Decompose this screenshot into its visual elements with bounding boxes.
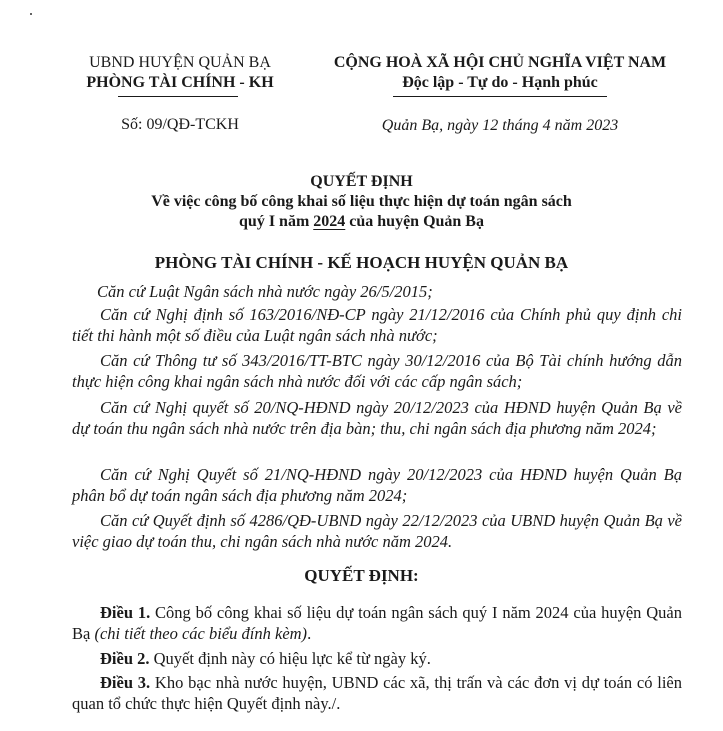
doc-number: Số: 09/QĐ-TCKH <box>121 116 239 133</box>
article-1-end: . <box>307 624 312 643</box>
nation-motto: Độc lập - Tự do - Hạnh phúc <box>402 74 598 91</box>
basis-4: Căn cứ Nghị quyết số 20/NQ-HĐND ngày 20/12/2023 của HĐND huyện Quản Bạ về dự toán thu ngân sách nhà nước trên địa bàn; thu, chi ngân sách địa phương năm 2024; <box>72 398 682 438</box>
place-date: Quản Bạ, ngày 12 tháng 4 năm 2023 <box>381 117 619 134</box>
article-3-label: Điều 3. <box>100 673 151 692</box>
article-3-text: Kho bạc nhà nước huyện, UBND các xã, thị trấn và các đơn vị dự toán có liên quan tổ chức thực hiện Quyết định này./. <box>72 673 682 713</box>
basis-6: Căn cứ Quyết định số 4286/QĐ-UBND ngày 22/12/2023 của UBND huyện Quản Bạ về việc giao dự toán thu, chi ngân sách nhà nước năm 2024. <box>72 511 682 551</box>
basis-2: Căn cứ Nghị định số 163/2016/NĐ-CP ngày 21/12/2016 của Chính phủ quy định chi tiết thi hành một số điều của Luật ngân sách nhà nước; <box>72 305 682 345</box>
subject-place: Quản Bạ <box>423 213 484 230</box>
nation-line-1: CỘNG HOÀ XÃ HỘI CHỦ NGHĨA VIỆT NAM <box>333 54 667 71</box>
doc-subject-line-1: Về việc công bố công khai số liệu thực hiện dự toán ngân sách <box>151 193 572 210</box>
scan-speck <box>30 13 32 15</box>
article-1-label: Điều 1. <box>100 603 151 622</box>
article-2-label: Điều 2. <box>100 649 150 668</box>
motto-underline <box>393 96 607 97</box>
article-1 <box>72 602 682 644</box>
doc-subject-line-2 <box>0 213 723 231</box>
doc-title: QUYẾT ĐỊNH <box>310 173 413 190</box>
decision-heading: QUYẾT ĐỊNH: <box>304 566 419 585</box>
article-1-note: (chi tiết theo các biểu đính kèm) <box>94 624 308 643</box>
org-line-1: UBND HUYỆN QUẢN BẠ <box>89 54 271 71</box>
basis-5: Căn cứ Nghị Quyết số 21/NQ-HĐND ngày 20/12/2023 của HĐND huyện Quản Bạ phân bổ dự toán ngân sách địa phương năm 2024; <box>72 465 682 505</box>
article-2-text: Quyết định này có hiệu lực kể từ ngày ký. <box>149 649 431 668</box>
org-line-2: PHÒNG TÀI CHÍNH - KH <box>86 74 274 91</box>
article-1-text: Công bố công khai số liệu dự toán ngân sách quý I năm 2024 của huyện Quản Bạ <box>72 603 682 643</box>
issuing-authority: PHÒNG TÀI CHÍNH - KẾ HOẠCH HUYỆN QUẢN BẠ <box>154 253 569 272</box>
basis-1: Căn cứ Luật Ngân sách nhà nước ngày 26/5/2015; <box>97 282 433 301</box>
subject-mid: của huyện <box>345 213 424 230</box>
org-underline <box>118 96 238 97</box>
subject-prefix: quý I năm <box>239 213 314 230</box>
subject-year: 2024 <box>313 213 346 230</box>
article-3 <box>72 672 682 714</box>
basis-3: Căn cứ Thông tư số 343/2016/TT-BTC ngày 30/12/2016 của Bộ Tài chính hướng dẫn thực hiện công khai ngân sách nhà nước đối với các cấp ngân sách; <box>72 351 682 391</box>
article-2 <box>72 648 682 669</box>
